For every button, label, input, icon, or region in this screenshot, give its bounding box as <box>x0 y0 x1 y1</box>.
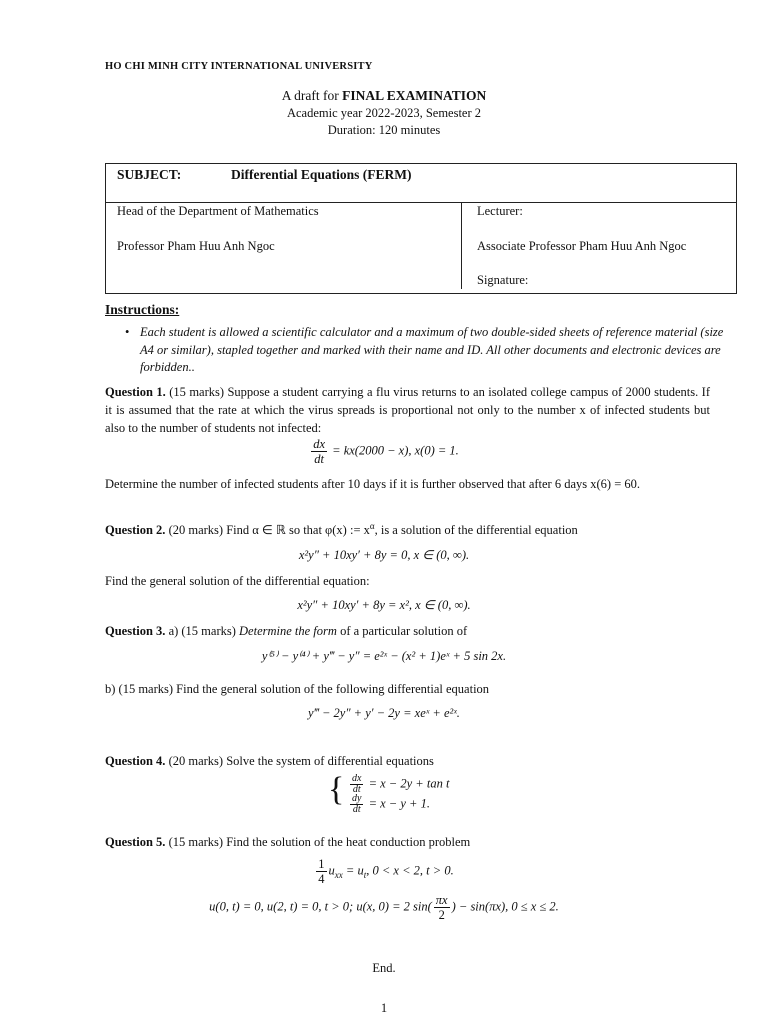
instructions-text: Each student is allowed a scientific calculator and a maximum of two double-sided sheets of reference material (size A4 or similar), stapled together and marked with their name and ID. All other documents and electronic devices are forbidden.. <box>140 325 724 374</box>
question-5-label: Question 5. <box>105 835 166 849</box>
q5-frac1-den: 4 <box>318 872 325 886</box>
question-1-body: Suppose a student carrying a flu virus returns to an isolated college campus of 2000 students. If it is assumed that the rate at which the virus spreads is proportional not only to the number x of infected students but also to the number of students not infected: <box>105 385 710 435</box>
q5-eq2-a: u(0, t) = 0, u(2, t) = 0, t > 0; u(x, 0) = 2 sin( <box>209 899 432 914</box>
exam-title <box>0 88 768 104</box>
question-2-body: Find α ∈ ℝ so that φ(x) := x <box>226 523 370 537</box>
row2-rest: = x − y + 1. <box>368 796 430 811</box>
box-divider-horizontal <box>106 202 736 203</box>
box-divider-vertical <box>461 202 462 289</box>
question-4-label: Question 4. <box>105 754 166 768</box>
question-3-part-a: a) (15 marks) <box>168 624 236 638</box>
academic-year: Academic year 2022-2023, Semester 2 <box>286 106 482 120</box>
instructions-heading: Instructions: <box>105 302 180 317</box>
q5-eq1-u: u <box>328 863 335 878</box>
question-2-equation-2: x²y″ + 10xy′ + 8y = x², x ∈ (0, ∞). <box>297 598 471 612</box>
university-name: HO CHI MINH CITY INTERNATIONAL UNIVERSITY <box>105 61 373 72</box>
question-3-italic: Determine the form <box>239 624 337 638</box>
question-4-body: Solve the system of differential equations <box>226 754 434 768</box>
info-box <box>105 163 737 294</box>
question-3-part-b: b) (15 marks) Find the general solution of the following differential equation <box>105 682 490 696</box>
question-4-system <box>328 771 528 815</box>
question-2-marks: (20 marks) <box>168 523 224 537</box>
question-2-body-end: , is a solution of the differential equation <box>374 523 578 537</box>
question-1-label: Question 1. <box>105 385 166 399</box>
title-prefix: A draft for <box>281 88 343 103</box>
q5-fraction-2 <box>434 893 450 922</box>
row2-fraction <box>350 794 363 815</box>
question-5-body: Find the solution of the heat conduction problem <box>226 835 471 849</box>
lecturer-label: Lecturer: <box>477 204 523 218</box>
q1-fraction <box>311 437 327 466</box>
row1-rest: = x − 2y + tan t <box>368 776 450 791</box>
q5-eq1-sub: xx <box>334 869 343 880</box>
q5-eq1-sub2: t <box>363 869 367 880</box>
system-row-1 <box>348 774 449 795</box>
row2-den: dt <box>352 804 361 815</box>
question-5-equation-2 <box>0 893 768 922</box>
subject-value: Differential Equations (FERM) <box>231 167 412 182</box>
question-3-text <box>105 622 710 640</box>
q1-eq-rest: = kx(2000 − x), x(0) = 1. <box>332 443 459 458</box>
row1-fraction <box>350 774 363 795</box>
head-name: Professor Pham Huu Anh Ngoc <box>117 239 275 253</box>
lecturer-name: Associate Professor Pham Huu Anh Ngoc <box>477 239 687 253</box>
question-2-text <box>105 521 710 539</box>
q5-frac2-num: πx <box>435 893 448 907</box>
end-marker: End. <box>372 961 396 975</box>
row2-num: dy <box>352 793 362 804</box>
question-1-text <box>105 383 710 437</box>
question-2-label: Question 2. <box>105 523 166 537</box>
question-5-marks: (15 marks) <box>168 835 224 849</box>
question-2-sup: α <box>369 520 375 531</box>
q5-frac2-den: 2 <box>438 908 445 922</box>
question-2-text-2: Find the general solution of the differential equation: <box>105 574 370 588</box>
page-number: 1 <box>380 1001 388 1015</box>
question-1-text-2: Determine the number of infected students after 10 days if it is further observed that after 6 days x(6) = 60. <box>105 477 641 491</box>
q1-frac-num: dx <box>313 437 326 451</box>
head-label: Head of the Department of Mathematics <box>117 204 319 218</box>
question-4-marks: (20 marks) <box>168 754 224 768</box>
instructions-bullet <box>125 324 725 377</box>
bullet-dot: • <box>125 325 130 339</box>
question-5-text <box>105 833 710 851</box>
row1-num: dx <box>352 773 362 784</box>
question-5-equation-1 <box>0 857 768 886</box>
question-3-a-rest: of a particular solution of <box>340 624 468 638</box>
signature-label: Signature: <box>477 273 529 287</box>
q5-frac1-num: 1 <box>318 857 325 871</box>
question-4-text <box>105 752 710 770</box>
q5-fraction-1 <box>316 857 326 886</box>
duration: Duration: 120 minutes <box>327 123 441 137</box>
system-brace: { <box>328 771 345 808</box>
q5-eq2-b: ) − sin(πx), 0 ≤ x ≤ 2. <box>451 899 559 914</box>
question-3-equation-b: y‴ − 2y″ + y′ − 2y = xeˣ + e²ˣ. <box>308 706 460 720</box>
q1-frac-den: dt <box>314 452 324 466</box>
q5-eq1-tail: , 0 < x < 2, t > 0. <box>366 863 454 878</box>
title-main: FINAL EXAMINATION <box>342 88 487 103</box>
question-1-equation <box>0 437 768 466</box>
system-row-2 <box>348 794 430 815</box>
question-3-label: Question 3. <box>105 624 166 638</box>
subject-label: SUBJECT: <box>117 167 182 182</box>
row1-den: dt <box>352 784 361 795</box>
question-2-equation-1: x²y″ + 10xy′ + 8y = 0, x ∈ (0, ∞). <box>298 548 470 562</box>
question-3-equation-a: y⁽⁵⁾ − y⁽⁴⁾ + y‴ − y″ = e²ˣ − (x² + 1)eˣ + 5 sin 2x. <box>261 649 507 663</box>
q5-eq1-end: = u <box>345 863 364 878</box>
question-1-marks: (15 marks) <box>169 385 225 399</box>
